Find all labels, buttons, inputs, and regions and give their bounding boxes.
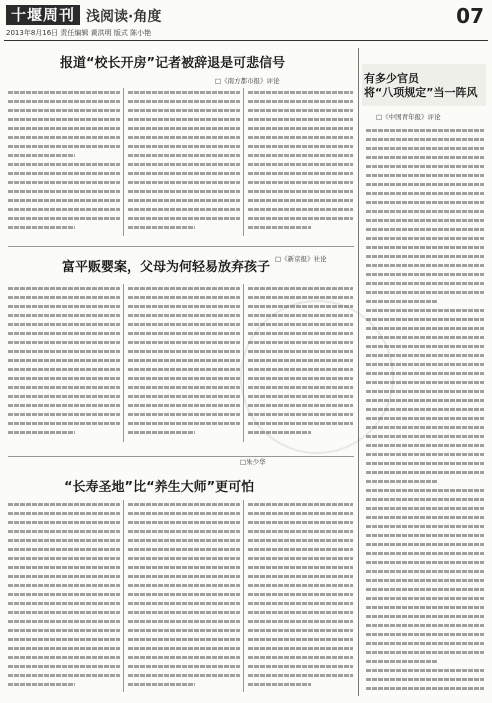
issue-meta: 2013年8月16日 责任编辑 黄洪明 版式 陈小艳 [6, 29, 152, 37]
article3-title: “长寿圣地”比“养生大师”更可怕 [64, 480, 255, 495]
article2-byline: □《新京报》社论 [275, 255, 327, 263]
col-divider [123, 284, 124, 442]
sidebar-byline: □《中国青年报》评论 [376, 113, 441, 121]
article3-byline: □朱少华 [240, 458, 266, 466]
col-divider [243, 284, 244, 442]
article2-col2 [128, 284, 240, 444]
article1-col3 [248, 88, 353, 238]
sidebar-title-line1: 有多少官员 [364, 72, 419, 85]
section-title: 浅阅读·角度 [86, 9, 162, 25]
article2-col3 [248, 284, 353, 444]
sidebar-divider [358, 48, 359, 696]
article1-col2 [128, 88, 240, 238]
sidebar-article-body [366, 126, 484, 696]
article1-title: 报道“校长开房”记者被辞退是可悲信号 [60, 56, 286, 71]
sidebar-title-line2: 将“八项规定”当一阵风 [364, 86, 478, 99]
article2-title: 富平贩婴案，父母为何轻易放弃孩子 [62, 260, 271, 275]
header-rule [4, 40, 488, 41]
article1-byline: □《南方都市报》评论 [215, 77, 280, 85]
article3-col3 [248, 500, 353, 695]
sidebar-title [364, 72, 477, 100]
article3-col1 [8, 500, 120, 695]
masthead [0, 0, 492, 44]
article3-col2 [128, 500, 240, 695]
col-divider [243, 500, 244, 692]
page-number: 07 [456, 4, 484, 28]
article1-col1 [8, 88, 120, 238]
col-divider [123, 88, 124, 236]
publication-logo: 十堰周刊 [6, 5, 80, 25]
col-divider [243, 88, 244, 236]
section-divider [8, 246, 354, 247]
section-divider [8, 456, 354, 457]
col-divider [123, 500, 124, 692]
article2-col1 [8, 284, 120, 444]
